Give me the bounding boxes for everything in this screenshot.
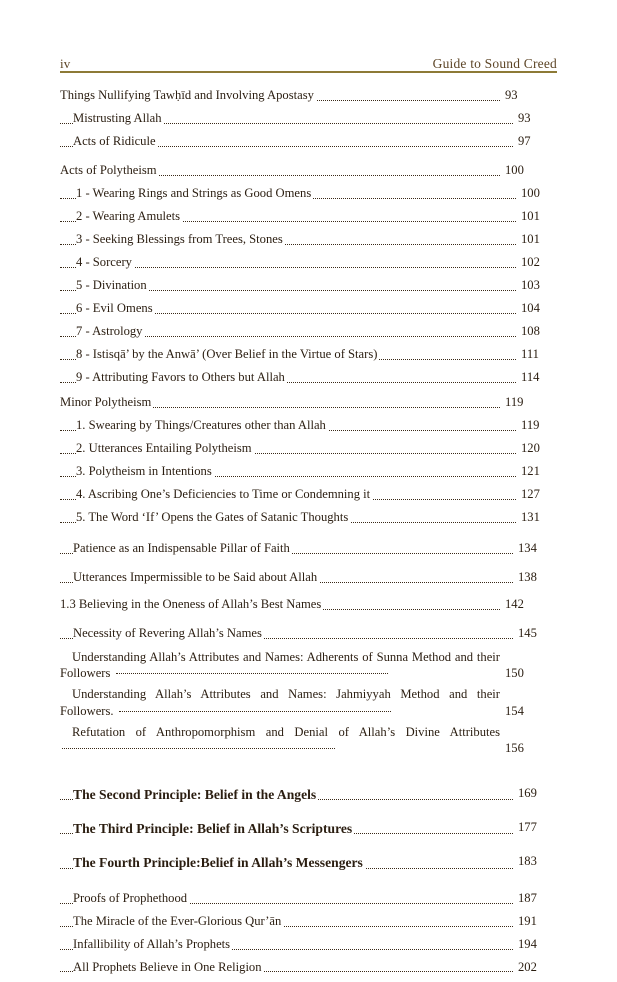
toc-entry-title-wrap bbox=[60, 163, 500, 179]
dot-leader bbox=[116, 673, 389, 674]
toc-entry[interactable] bbox=[60, 347, 557, 363]
toc-entry-title: Understanding Allah’s Attributes and Names: Adherents of Sunna Method and their Followers bbox=[60, 649, 500, 680]
toc-entry-page-number: 119 bbox=[521, 418, 576, 434]
toc-entry-page-number: 154 bbox=[505, 703, 524, 718]
toc-entry-page-number: 169 bbox=[518, 786, 573, 802]
toc-entry-title: 6 - Evil Omens bbox=[76, 300, 153, 315]
toc-entry-page-number: 97 bbox=[518, 134, 573, 150]
toc-entry-title-wrap bbox=[60, 88, 500, 104]
toc-entry-title: Minor Polytheism bbox=[60, 394, 152, 409]
toc-entry[interactable] bbox=[60, 649, 557, 682]
header-rule bbox=[60, 71, 557, 73]
toc-entry-title: 4. Ascribing One’s Deficiencies to Time or Condemning it bbox=[76, 486, 371, 501]
toc-entry[interactable] bbox=[60, 541, 557, 557]
toc-entry-title-wrap bbox=[60, 301, 516, 317]
toc-entry-page-number: 120 bbox=[521, 441, 576, 457]
section-spacer bbox=[60, 533, 557, 541]
toc-entry[interactable] bbox=[60, 255, 557, 271]
book-title: Guide to Sound Creed bbox=[432, 56, 557, 71]
toc-entry-title: 7 - Astrology bbox=[76, 323, 143, 338]
toc-entry-page-number: 183 bbox=[518, 854, 573, 870]
toc-entry-title-wrap bbox=[60, 418, 516, 434]
toc-entry-title: Utterances Impermissible to be Said about Allah bbox=[73, 569, 318, 584]
toc-entry[interactable] bbox=[60, 510, 557, 526]
toc-entry-title: The Third Principle: Belief in Allah’s Scriptures bbox=[73, 821, 353, 837]
toc-entry-title-wrap bbox=[60, 370, 516, 386]
toc-entry-title-wrap bbox=[60, 232, 516, 248]
toc-entry[interactable] bbox=[60, 370, 557, 386]
toc-entry-title: 8 - Istisqā’ by the Anwā’ (Over Belief in the Virtue of Stars) bbox=[76, 346, 378, 361]
toc-entry-page-number: 202 bbox=[518, 960, 573, 976]
toc-entry-title-wrap bbox=[60, 134, 513, 150]
toc-entry-title-wrap bbox=[60, 487, 516, 503]
toc-entry-title: 3. Polytheism in Intentions bbox=[76, 463, 212, 478]
toc-entry-page-number: 102 bbox=[521, 255, 576, 271]
toc-entry-page-number: 111 bbox=[521, 347, 576, 363]
toc-entry[interactable] bbox=[60, 324, 557, 340]
toc-entry[interactable] bbox=[60, 209, 557, 225]
toc-entry-title: 5. The Word ‘If’ Opens the Gates of Satanic Thoughts bbox=[76, 509, 349, 524]
toc-entry-page-number: 93 bbox=[505, 88, 560, 104]
toc-entry-title: The Fourth Principle:Belief in Allah’s Messengers bbox=[73, 855, 363, 871]
toc-entry[interactable] bbox=[60, 278, 557, 294]
toc-entry[interactable] bbox=[60, 960, 557, 976]
toc-entry[interactable] bbox=[60, 570, 557, 586]
toc-entry-title: 2 - Wearing Amulets bbox=[76, 208, 181, 223]
toc-entry-page-number: 177 bbox=[518, 820, 573, 836]
toc-entry-title: Refutation of Anthropomorphism and Denial of Allah’s Divine Attributes bbox=[60, 724, 500, 757]
toc-entry-title-wrap bbox=[60, 255, 516, 271]
toc-entry-title: The Second Principle: Belief in the Angels bbox=[73, 786, 317, 802]
toc-entry[interactable] bbox=[60, 186, 557, 202]
toc-entry-title: 1.3 Believing in the Oneness of Allah’s Best Names bbox=[60, 596, 322, 611]
section-spacer bbox=[60, 810, 557, 820]
toc-entry-page-number: 187 bbox=[518, 891, 573, 907]
toc-entry[interactable] bbox=[60, 891, 557, 907]
toc-entry[interactable] bbox=[60, 686, 557, 719]
toc-entry-title-wrap bbox=[60, 111, 513, 127]
toc-entry[interactable] bbox=[60, 487, 557, 503]
toc-entry-page-number: 194 bbox=[518, 937, 573, 953]
toc-entry-title: 3 - Seeking Blessings from Trees, Stones bbox=[76, 231, 283, 246]
toc-entry-page-number: 156 bbox=[505, 741, 524, 756]
toc-entry[interactable] bbox=[60, 464, 557, 480]
toc-entry[interactable] bbox=[60, 597, 557, 613]
toc-entry-title-wrap bbox=[60, 820, 513, 837]
toc-entry-title: Proofs of Prophethood bbox=[73, 890, 188, 905]
toc-entry-title-wrap bbox=[60, 786, 513, 803]
table-of-contents bbox=[60, 88, 557, 982]
running-head bbox=[60, 50, 557, 72]
toc-entry-title: Things Nullifying Tawḥīd and Involving Apostasy bbox=[60, 88, 314, 102]
toc-entry-title: Acts of Ridicule bbox=[73, 133, 156, 148]
toc-entry-page-number: 93 bbox=[518, 111, 573, 127]
toc-entry-title: The Miracle of the Ever-Glorious Qur’ān bbox=[73, 913, 282, 928]
toc-entry-title-wrap bbox=[60, 891, 513, 907]
toc-entry-title-wrap bbox=[60, 209, 516, 225]
toc-entry-title-wrap bbox=[60, 597, 500, 613]
toc-entry-page-number: 114 bbox=[521, 370, 576, 386]
toc-entry[interactable] bbox=[60, 163, 557, 179]
toc-entry-page-number: 127 bbox=[521, 487, 576, 503]
toc-entry-title: Acts of Polytheism bbox=[60, 162, 157, 177]
toc-entry[interactable] bbox=[60, 395, 557, 411]
toc-entry-title-wrap bbox=[60, 186, 516, 202]
toc-entry-page-number: 100 bbox=[505, 163, 560, 179]
toc-entry[interactable] bbox=[60, 724, 557, 757]
toc-entry[interactable] bbox=[60, 111, 557, 127]
toc-entry[interactable] bbox=[60, 232, 557, 248]
toc-entry-title-wrap bbox=[60, 960, 513, 976]
toc-entry[interactable] bbox=[60, 914, 557, 930]
toc-entry-page-number: 142 bbox=[505, 597, 560, 613]
toc-entry-page-number: 104 bbox=[521, 301, 576, 317]
toc-entry-title-wrap bbox=[60, 441, 516, 457]
toc-entry-page-number: 101 bbox=[521, 209, 576, 225]
toc-entry-title-wrap bbox=[60, 541, 513, 557]
toc-entry-page-number: 101 bbox=[521, 232, 576, 248]
toc-entry[interactable] bbox=[60, 786, 557, 803]
dot-leader bbox=[62, 748, 335, 749]
toc-entry[interactable] bbox=[60, 418, 557, 434]
toc-entry-page-number: 138 bbox=[518, 570, 573, 586]
toc-entry-title: Understanding Allah’s Attributes and Names: Jahmiyyah Method and their Followers. bbox=[60, 687, 500, 718]
toc-entry-title: Necessity of Revering Allah’s Names bbox=[73, 625, 262, 640]
toc-entry-title-wrap bbox=[60, 464, 516, 480]
toc-entry-title-wrap bbox=[60, 937, 513, 953]
dot-leader bbox=[119, 711, 392, 712]
toc-entry[interactable] bbox=[60, 854, 557, 871]
toc-entry[interactable] bbox=[60, 626, 557, 642]
toc-entry-title-wrap bbox=[60, 278, 516, 294]
toc-entry-title-wrap bbox=[60, 324, 516, 340]
toc-entry-title: 1 - Wearing Rings and Strings as Good Omens bbox=[76, 185, 312, 200]
toc-entry-page-number: 150 bbox=[505, 666, 524, 680]
toc-entry[interactable] bbox=[60, 134, 557, 150]
toc-entry-page-number: 134 bbox=[518, 541, 573, 557]
toc-entry-page-number: 131 bbox=[521, 510, 576, 526]
toc-entry-title: Mistrusting Allah bbox=[73, 110, 162, 125]
toc-entry-page-number: 100 bbox=[521, 186, 576, 202]
toc-entry-title: 2. Utterances Entailing Polytheism bbox=[76, 440, 252, 455]
section-spacer bbox=[60, 879, 557, 891]
toc-entry-title-wrap bbox=[60, 854, 513, 871]
toc-entry-title-wrap bbox=[60, 395, 500, 411]
toc-entry-title-wrap bbox=[60, 570, 513, 586]
toc-entry-title: 4 - Sorcery bbox=[76, 254, 132, 269]
toc-entry[interactable] bbox=[60, 88, 557, 104]
toc-entry-title: 9 - Attributing Favors to Others but Allah bbox=[76, 369, 285, 384]
toc-entry[interactable] bbox=[60, 301, 557, 317]
toc-entry-title: 1. Swearing by Things/Creatures other than Allah bbox=[76, 417, 326, 432]
toc-entry-title: 5 - Divination bbox=[76, 277, 147, 292]
toc-entry-page-number: 119 bbox=[505, 395, 560, 411]
toc-entry-page-number: 191 bbox=[518, 914, 573, 930]
toc-entry-title: Infallibility of Allah’s Prophets bbox=[73, 936, 231, 951]
toc-entry[interactable] bbox=[60, 820, 557, 837]
toc-entry-title: All Prophets Believe in One Religion bbox=[73, 959, 262, 974]
toc-entry-title: Patience as an Indispensable Pillar of Faith bbox=[73, 540, 290, 555]
section-spacer bbox=[60, 762, 557, 772]
toc-entry[interactable] bbox=[60, 937, 557, 953]
folio-number: iv bbox=[60, 56, 71, 71]
section-spacer bbox=[60, 844, 557, 854]
toc-entry-title-wrap bbox=[60, 510, 516, 526]
toc-entry-title-wrap bbox=[60, 347, 516, 363]
toc-entry-page-number: 145 bbox=[518, 626, 573, 642]
toc-entry-page-number: 108 bbox=[521, 324, 576, 340]
toc-entry[interactable] bbox=[60, 441, 557, 457]
toc-entry-title-wrap bbox=[60, 626, 513, 642]
section-spacer bbox=[60, 772, 557, 786]
toc-entry-page-number: 103 bbox=[521, 278, 576, 294]
toc-entry-title-wrap bbox=[60, 914, 513, 930]
toc-entry-page-number: 121 bbox=[521, 464, 576, 480]
